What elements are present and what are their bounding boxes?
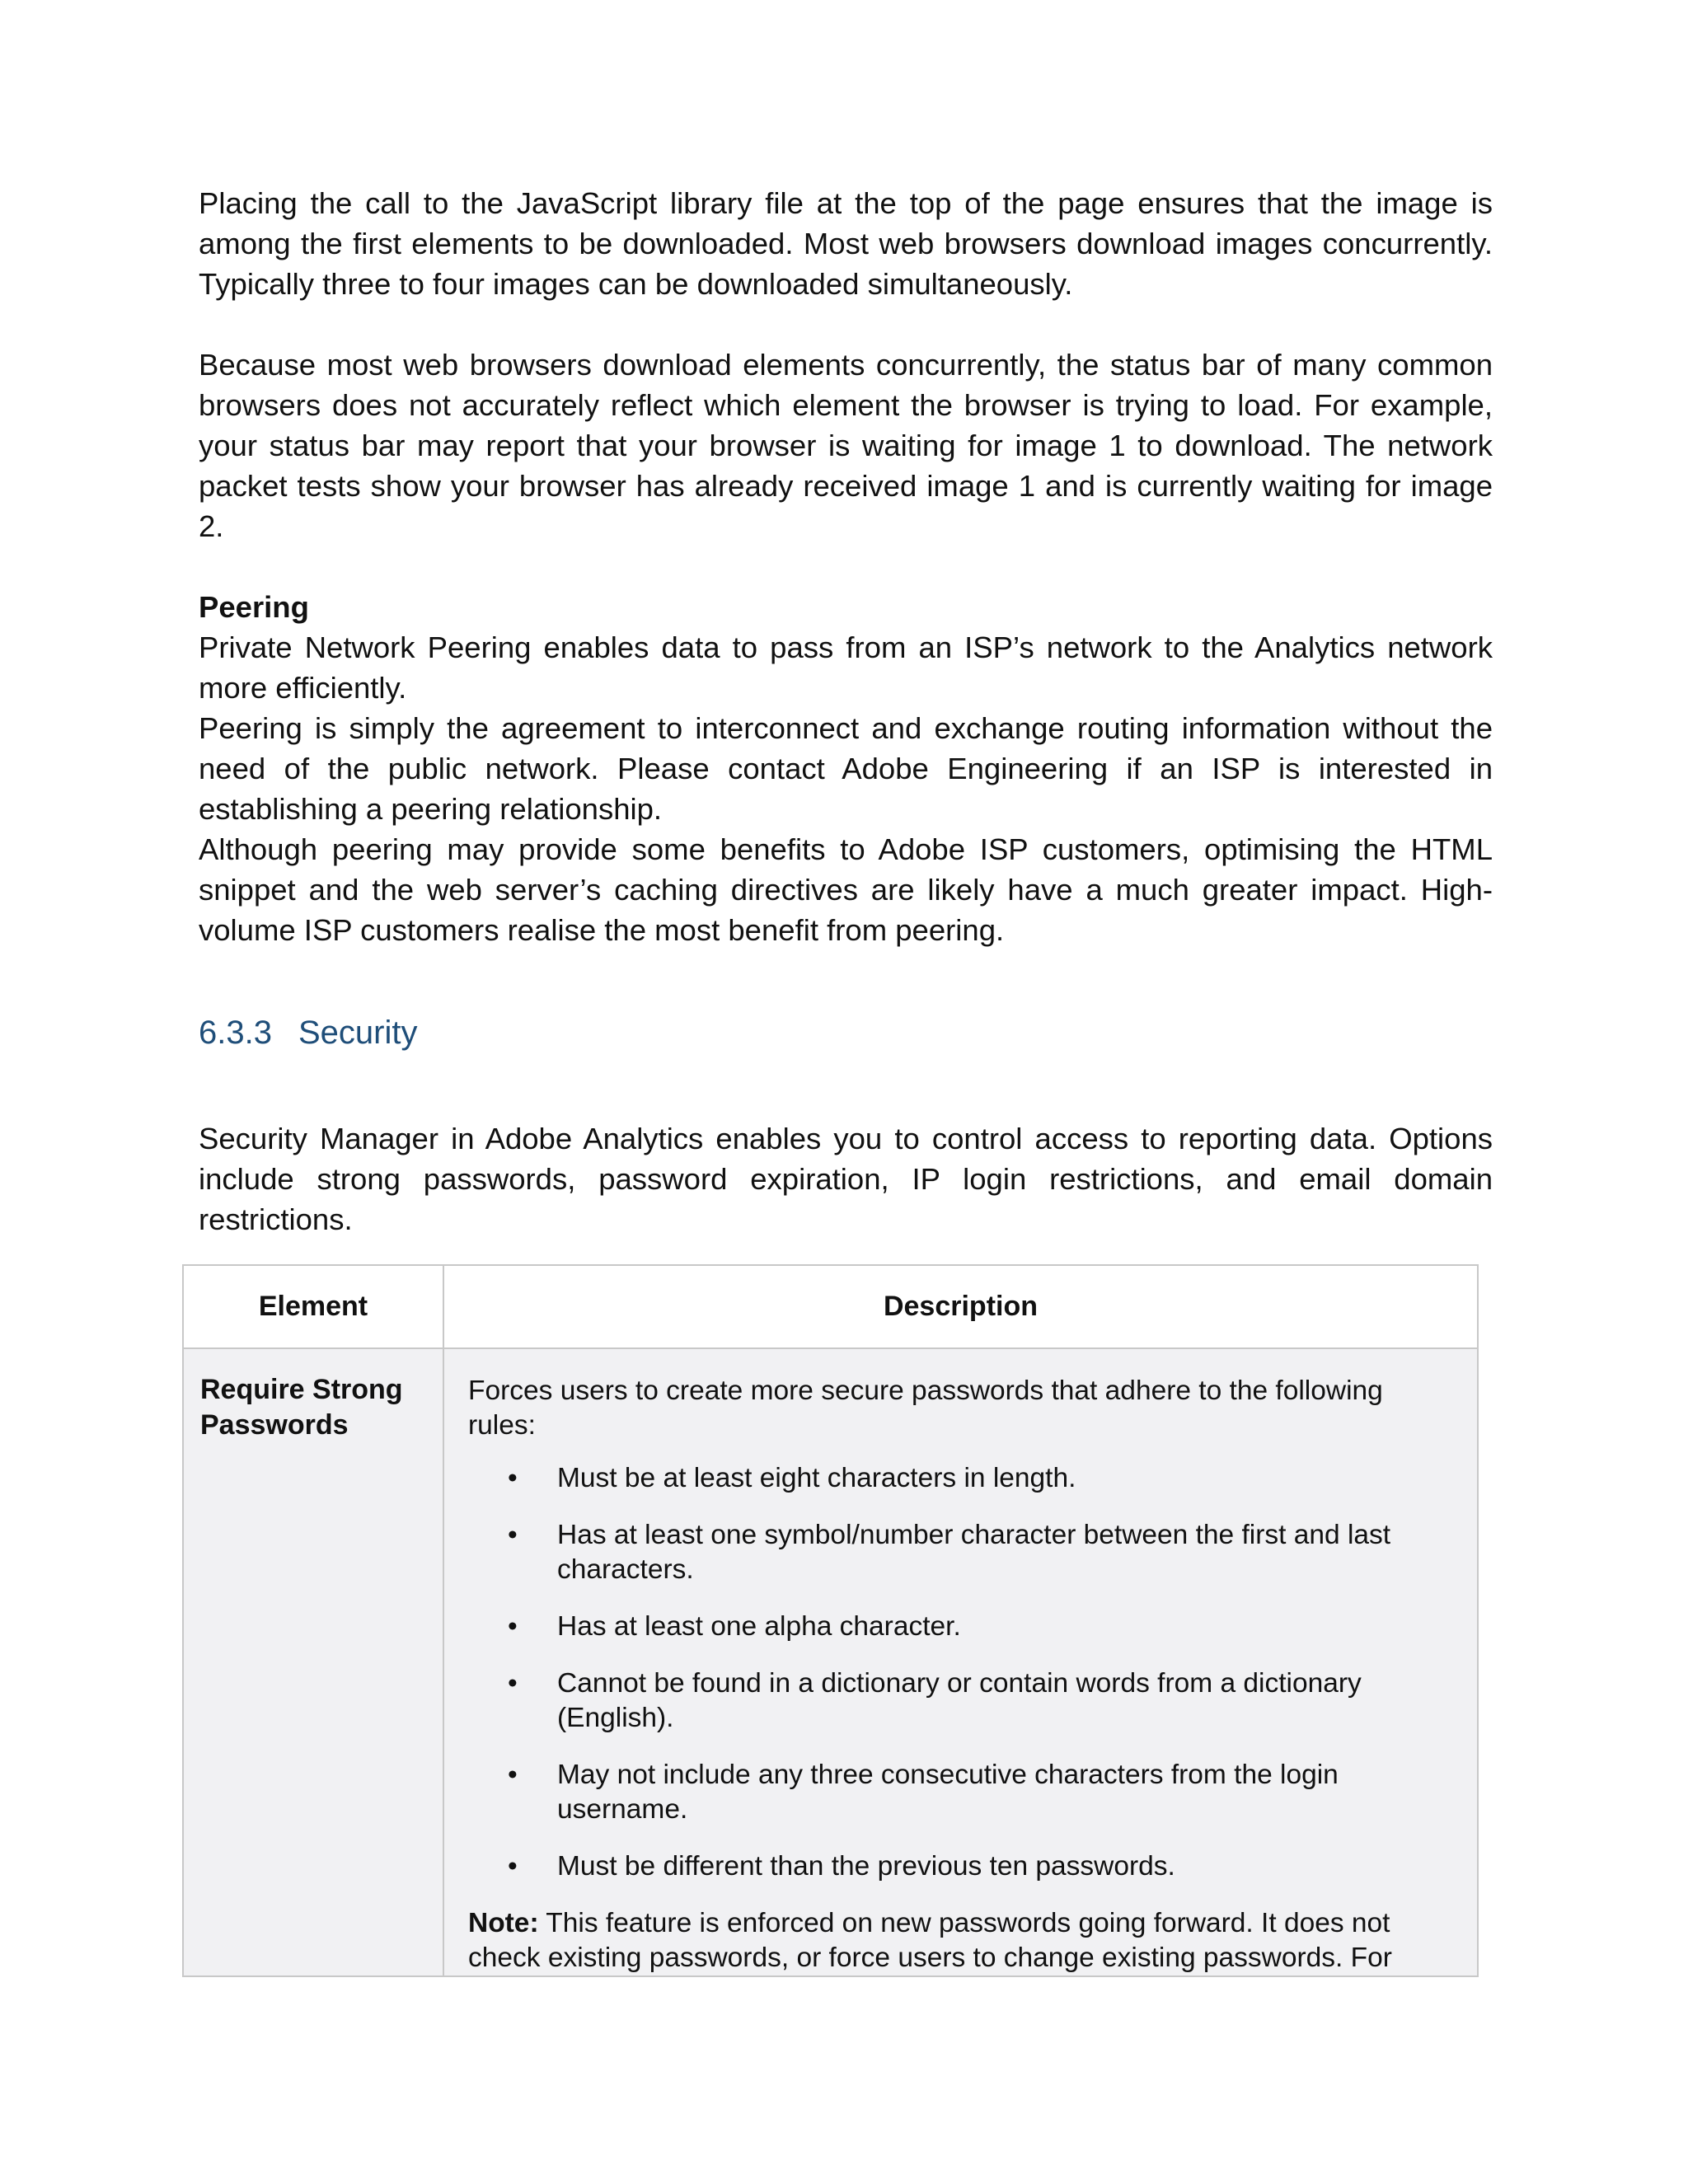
- paragraph-peering-agreement: Peering is simply the agreement to interconnect and exchange routing information without the need of the public network. Please contact Adobe Engineering if an ISP is interested in establishing a peering relationship.: [199, 711, 1493, 826]
- table-header-description: Description: [883, 1291, 1039, 1322]
- bullet-icon: •: [508, 1760, 518, 1790]
- table-header-element: Element: [258, 1291, 368, 1322]
- peering-heading: Peering: [199, 590, 309, 624]
- note-text: This feature is enforced on new passwords going forward. It does not check existing passwords, or force users to change existing passwords. For: [468, 1908, 1392, 1973]
- paragraph-peering-intro: Private Network Peering enables data to pass from an ISP’s network to the Analytics network more efficiently.: [199, 630, 1493, 705]
- paragraph-library-placement: Placing the call to the JavaScript library file at the top of the page ensures that the image is among the first elements to be downloaded. Most web browsers download images concurrently. Typically three to four images can be downloaded simultaneously.: [199, 186, 1493, 301]
- bullet-icon: •: [508, 1611, 518, 1642]
- section-number: 6.3.3: [199, 1015, 272, 1051]
- bullet-icon: •: [508, 1463, 518, 1493]
- security-options-table: [182, 1264, 1479, 1977]
- note-label: Note:: [468, 1908, 539, 1938]
- paragraph-peering-benefits: Although peering may provide some benefits to Adobe ISP customers, optimising the HTML snippet and the web server’s caching directives are likely have a much greater impact. High-volume ISP customers realise the most benefit from peering.: [199, 832, 1493, 947]
- table-column-divider: [443, 1266, 444, 1975]
- list-item: • Cannot be found in a dictionary or contain words from a dictionary (English).: [508, 1668, 1362, 1733]
- list-item: • Must be at least eight characters in length.: [468, 1461, 1406, 1496]
- list-item: • Must be different than the previous ten passwords.: [468, 1849, 1406, 1884]
- section-title: Security: [298, 1015, 418, 1051]
- bullet-icon: •: [508, 1520, 518, 1550]
- paragraph-security-intro: Security Manager in Adobe Analytics enables you to control access to reporting data. Options include strong passwords, password expiration, IP login restrictions, and email domain restrictions.: [199, 1122, 1493, 1236]
- bullet-icon: •: [508, 1851, 518, 1882]
- list-item: • May not include any three consecutive characters from the login username.: [508, 1760, 1339, 1825]
- table-cell-element: Require Strong Passwords: [200, 1374, 403, 1441]
- section-heading-security: [199, 1012, 418, 1053]
- bullet-icon: •: [508, 1668, 518, 1699]
- password-rules-list: [468, 1461, 1424, 1884]
- table-header-row: [184, 1266, 1477, 1349]
- table-row: [184, 1349, 1477, 1977]
- list-item: • Has at least one alpha character.: [468, 1610, 1406, 1644]
- description-intro: Forces users to create more secure passwords that adhere to the following rules:: [468, 1376, 1383, 1441]
- description-note: [468, 1906, 1424, 1975]
- table-cell-description: [468, 1374, 1424, 1975]
- list-item: • Has at least one symbol/number character between the first and last characters.: [508, 1520, 1391, 1585]
- paragraph-status-bar: Because most web browsers download elements concurrently, the status bar of many common browsers does not accurately reflect which element the browser is trying to load. For example, your status bar may report that your browser is waiting for image 1 to download. The network packet tests show your browser has already received image 1 and is currently waiting for image 2.: [199, 348, 1493, 543]
